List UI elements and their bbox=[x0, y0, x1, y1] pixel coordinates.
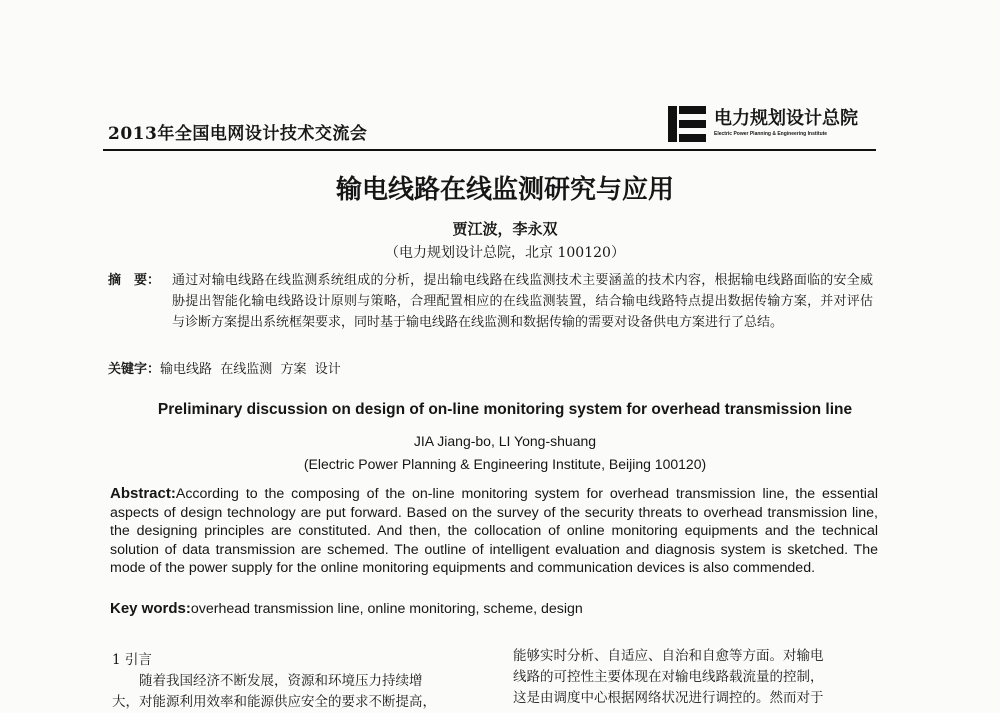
authors-en: JIA Jiang-bo, LI Yong-shuang bbox=[413, 433, 597, 449]
body-right-line: 线路的可控性主要体现在对输电线路载流量的控制， bbox=[513, 669, 824, 685]
body-right-line: 这是由调度中心根据网络状况进行调控的。然而对于 bbox=[513, 690, 824, 706]
logo-name-en: Electric Power Planning & Engineering Institute bbox=[714, 131, 828, 137]
keywords-en-label: Key words: bbox=[110, 600, 191, 617]
body-left-line: 随着我国经济不断发展，资源和环境压力持续增 bbox=[139, 673, 423, 689]
institute-logo-icon bbox=[668, 106, 706, 142]
conference-title: 2013年全国电网设计技术交流会 bbox=[108, 124, 368, 144]
affiliation-cn: （电力规划设计总院，北京 100120） bbox=[385, 245, 625, 261]
body-right-column bbox=[513, 646, 885, 709]
abstract-cn-text: 通过对输电线路在线监测系统组成的分析，提出输电线路在线监测技术主要涵盖的技术内容，根据输电线路面临的安全威胁提出智能化输电线路设计原则与策略，合理配置相应的在线监测装置，结合输电线路特点提出数据传输方案，并对评估与诊断方案提出系统框架要求，同时基于输电线路在线监测和数据传输的需要对设备供电方案进行了总结。 bbox=[172, 273, 873, 330]
abstract-cn-label: 摘 要： bbox=[108, 273, 161, 288]
logo-name-cn: 电力规划设计总院 bbox=[714, 108, 858, 129]
body-left-line: 大，对能源利用效率和能源供应安全的要求不断提高， bbox=[112, 694, 436, 710]
body-left-column bbox=[112, 650, 492, 713]
keywords-en-text: overhead transmission line, online monitoring, scheme, design bbox=[190, 601, 583, 617]
keywords-cn-label: 关键字： bbox=[108, 362, 161, 377]
keywords-cn bbox=[108, 358, 341, 377]
paper-title-cn: 输电线路在线监测研究与应用 bbox=[335, 175, 674, 205]
abstract-cn bbox=[108, 270, 873, 333]
abstract-en bbox=[110, 485, 878, 578]
abstract-en-label: Abstract: bbox=[110, 485, 176, 502]
keywords-cn-text: 输电线路 在线监测 方案 设计 bbox=[160, 362, 341, 377]
section-heading-intro: 1 引言 bbox=[112, 652, 152, 668]
affiliation-en: (Electric Power Planning & Engineering Institute, Beijing 100120) bbox=[303, 456, 707, 472]
abstract-en-text: According to the composing of the on-line monitoring system for overhead transmission line, the essential aspects of design technology are put forward. Based on the survey of the security threats to overhead transmission line, the designing principles are constituted. And then, the collocation of online monitoring equipments and the technical solution of data transmission are schemed. The outline of intelligent evaluation and diagnosis system is sketched. The mode of the power supply for the online monitoring equipments and communication devices is also commended. bbox=[110, 486, 878, 577]
keywords-en bbox=[110, 600, 583, 617]
paper-title-en: Preliminary discussion on design of on-line monitoring system for overhead transmission line bbox=[157, 401, 853, 418]
body-right-line: 能够实时分析、自适应、自治和自愈等方面。对输电 bbox=[513, 648, 824, 664]
institute-logo bbox=[668, 104, 878, 144]
header-divider bbox=[103, 149, 876, 151]
authors-cn: 贾江波，李永双 bbox=[452, 220, 558, 238]
